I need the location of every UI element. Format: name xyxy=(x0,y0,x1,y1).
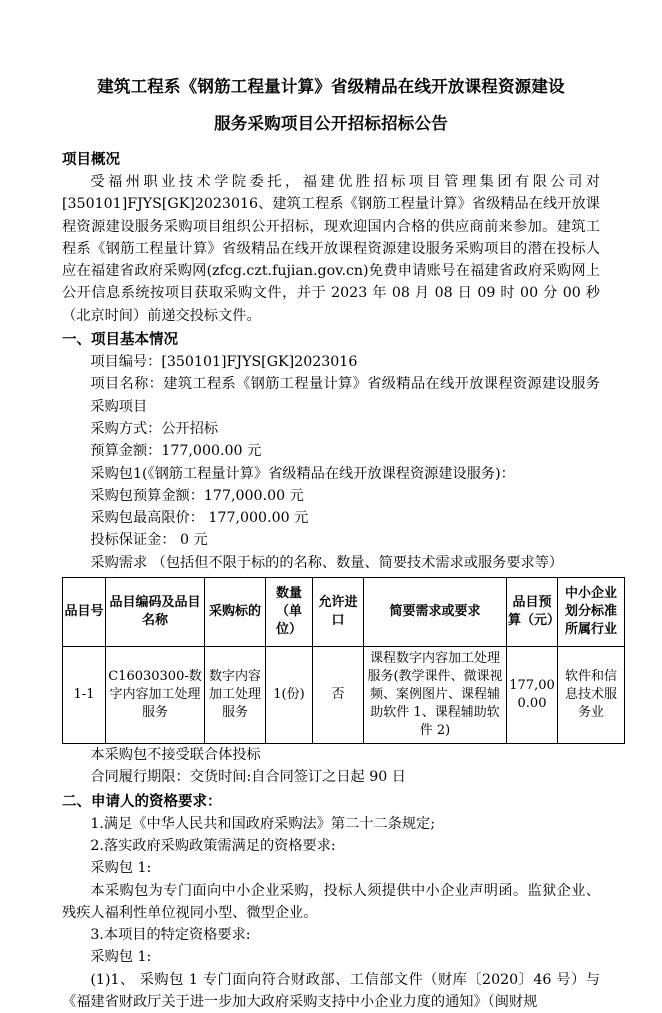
contract-period: 合同履行期限：交货时间:自合同签订之日起 90 日 xyxy=(90,769,406,786)
budget-amount: 预算金额：177,000.00 元 xyxy=(90,443,262,460)
cell-brief: 课程数字内容加工处理服务(教学课件、微课视频、案例图片、课程辅助软件 1、课程辅助软件 2) xyxy=(364,647,507,744)
no-consortium-note: 本采购包不接受联合体投标 xyxy=(90,747,261,764)
requirement-table xyxy=(62,577,625,744)
qualification-item-2: 2.落实政府采购政策需满足的资格要求: xyxy=(90,837,336,854)
section-one-heading: 一、项目基本情况 xyxy=(62,331,178,349)
table-header-brief: 简要需求或要求 xyxy=(364,578,507,647)
cell-allow-import: 否 xyxy=(313,647,364,744)
document-title-line2: 服务采购项目公开招标招标公告 xyxy=(214,114,448,133)
overview-heading: 项目概况 xyxy=(62,151,120,168)
table-header-budget: 品目预算（元） xyxy=(507,578,558,647)
table-header-row xyxy=(63,578,625,647)
qualification-2-text: 本采购包为专门面向中小企业采购，投标人须提供中小企业声明函。监狱企业、残疾人福利性单位视同小型、微型企业。 xyxy=(62,882,600,921)
table-header-quantity: 数量（单位） xyxy=(266,578,313,647)
cell-industry: 软件和信息技术服务业 xyxy=(558,647,625,744)
table-header-item-code: 品目编码及品目名称 xyxy=(106,578,205,647)
document-title xyxy=(62,72,600,139)
package-budget: 采购包预算金额：177,000.00 元 xyxy=(90,487,304,504)
qualification-3-package: 采购包 1: xyxy=(90,949,152,966)
qualification-3-text: (1)1、 采购包 1 专门面向符合财政部、工信部文件（财库〔2020〕46 号）与《福建省财政厅关于进一步加大政府采购支持中小企业力度的通知》（闽财规 xyxy=(62,971,600,1011)
procurement-method: 采购方式：公开招标 xyxy=(90,420,219,437)
table-header-target: 采购标的 xyxy=(205,578,266,647)
cell-item-code: C16030300-数字内容加工处理服务 xyxy=(106,647,205,744)
cell-item-no: 1-1 xyxy=(63,647,106,744)
cell-budget: 177,000.00 xyxy=(507,647,558,744)
package-max-price: 采购包最高限价： 177,000.00 元 xyxy=(90,510,309,527)
document-title-line1: 建筑工程系《钢筋工程量计算》省级精品在线开放课程资源建设 xyxy=(97,77,565,96)
project-name: 项目名称：建筑工程系《钢筋工程量计算》省级精品在线开放课程资源建设服务采购项目 xyxy=(90,376,600,415)
table-header-item-no: 品目号 xyxy=(63,578,106,647)
cell-target: 数字内容加工处理服务 xyxy=(205,647,266,744)
qualification-item-3: 3.本项目的特定资格要求: xyxy=(90,927,251,944)
table-header-industry: 中小企业划分标准所属行业 xyxy=(558,578,625,647)
project-number: 项目编号：[350101]FJYS[GK]2023016 xyxy=(90,354,358,371)
requirement-note: 采购需求 （包括但不限于标的的名称、数量、简要技术需求或服务要求等） xyxy=(90,554,564,571)
package-title: 采购包1(《钢筋工程量计算》省级精品在线开放课程资源建设服务)： xyxy=(90,465,515,482)
qualification-2-package: 采购包 1: xyxy=(90,860,152,877)
cell-quantity: 1(份) xyxy=(266,647,313,744)
section-two-heading: 二、申请人的资格要求： xyxy=(62,792,222,810)
table-header-allow-import: 允许进口 xyxy=(313,578,364,647)
bid-bond: 投标保证金： 0 元 xyxy=(90,532,208,549)
qualification-item-1: 1.满足《中华人民共和国政府采购法》第二十二条规定; xyxy=(90,815,436,832)
table-row xyxy=(63,647,625,744)
overview-paragraph: 受福州职业技术学院委托，福建优胜招标项目管理集团有限公司对[350101]FJYS[GK]2023016、建筑工程系《钢筋工程量计算》省级精品在线开放课程资源建设服务采购项目组织公开招标，现欢迎国内合格的供应商前来参加。建筑工程系《钢筋工程量计算》省级精品在线开放课程资源建设服务采购项目的潜在投标人应在福建省政府采购网(zfcg.czt.fujian.gov.cn)免费申请账号在福建省政府采购网上公开信息系统按项目获取采购文件，并于 2023 年 08 月 08 日 09 时 00 分 00 秒（北京时间）前递交投标文件。 xyxy=(62,174,600,324)
